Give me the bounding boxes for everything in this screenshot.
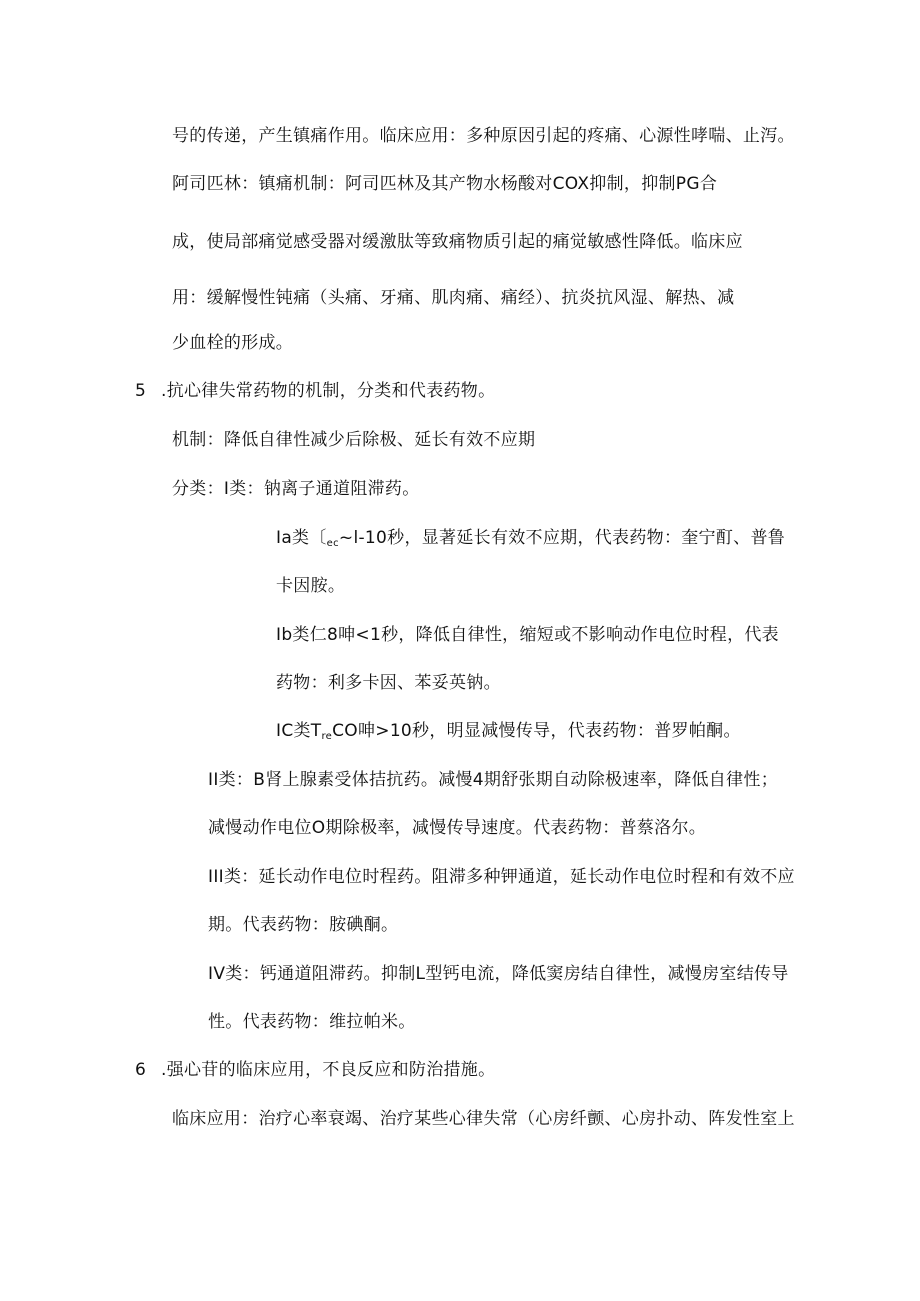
section-title: .强心苷的临床应用，不良反应和防治措施。 — [161, 1060, 496, 1080]
text-segment: Ia类〔 — [276, 528, 327, 548]
text-line: II类：B肾上腺素受体拮抗药。减慢4期舒张期自动除极速率，降低自律性； — [208, 770, 779, 790]
section-number: 5 — [135, 381, 147, 401]
text-line: III类：延长动作电位时程药。阻滞多种钾通道，延长动作电位时程和有效不应 — [208, 867, 795, 887]
text-line — [276, 526, 785, 556]
text-line: 成，使局部痛觉感受器对缓激肽等致痛物质引起的痛觉敏感性降低。临床应 — [172, 232, 743, 252]
text-line: 机制：降低自律性减少后除极、延长有效不应期 — [172, 430, 536, 450]
text-segment: IC类T — [276, 721, 322, 741]
text-line: Ib类仁8呻<1秒，降低自律性，缩短或不影响动作电位时程，代表 — [276, 625, 779, 645]
section-heading-6 — [135, 1058, 495, 1082]
text-line: IV类：钙通道阻滞药。抑制L型钙电流，降低窦房结自律性，减慢房室结传导 — [208, 964, 789, 984]
text-line: 用：缓解慢性钝痛（头痛、牙痛、肌肉痛、痛经）、抗炎抗风湿、解热、减 — [172, 288, 735, 308]
text-segment: CO呻>10秒，明显减慢传导，代表药物：普罗帕酮。 — [332, 721, 741, 741]
text-line: 阿司匹林：镇痛机制：阿司匹林及其产物水杨酸对COX抑制，抑制PG合 — [172, 174, 718, 194]
text-line: 减慢动作电位O期除极率，减慢传导速度。代表药物：普蔡洛尔。 — [208, 818, 707, 838]
text-line — [276, 719, 741, 749]
text-line: 卡因胺。 — [276, 576, 346, 596]
section-number: 6 — [135, 1060, 147, 1080]
text-line: 少血栓的形成。 — [172, 333, 294, 353]
text-line: 号的传递，产生镇痛作用。临床应用：多种原因引起的疼痛、心源性哮喘、止泻。 — [172, 126, 795, 146]
text-line: 药物：利多卡因、苯妥英钠。 — [276, 673, 501, 693]
subscript-text: re — [321, 731, 333, 742]
section-title: .抗心律失常药物的机制，分类和代表药物。 — [161, 381, 496, 401]
text-line: 期。代表药物：胺碘酮。 — [208, 915, 399, 935]
text-line: 性。代表药物：维拉帕米。 — [208, 1012, 416, 1032]
text-segment: ~l-10秒，显著延长有效不应期，代表药物：奎宁酊、普鲁 — [338, 528, 786, 548]
text-line: 分类：I类：钠离子通道阻滞药。 — [172, 479, 420, 499]
section-heading-5 — [135, 379, 495, 403]
subscript-text: ec — [326, 538, 339, 549]
text-line: 临床应用：治疗心率衰竭、治疗某些心律失常（心房纤颤、心房扑动、阵发性室上 — [172, 1109, 795, 1129]
